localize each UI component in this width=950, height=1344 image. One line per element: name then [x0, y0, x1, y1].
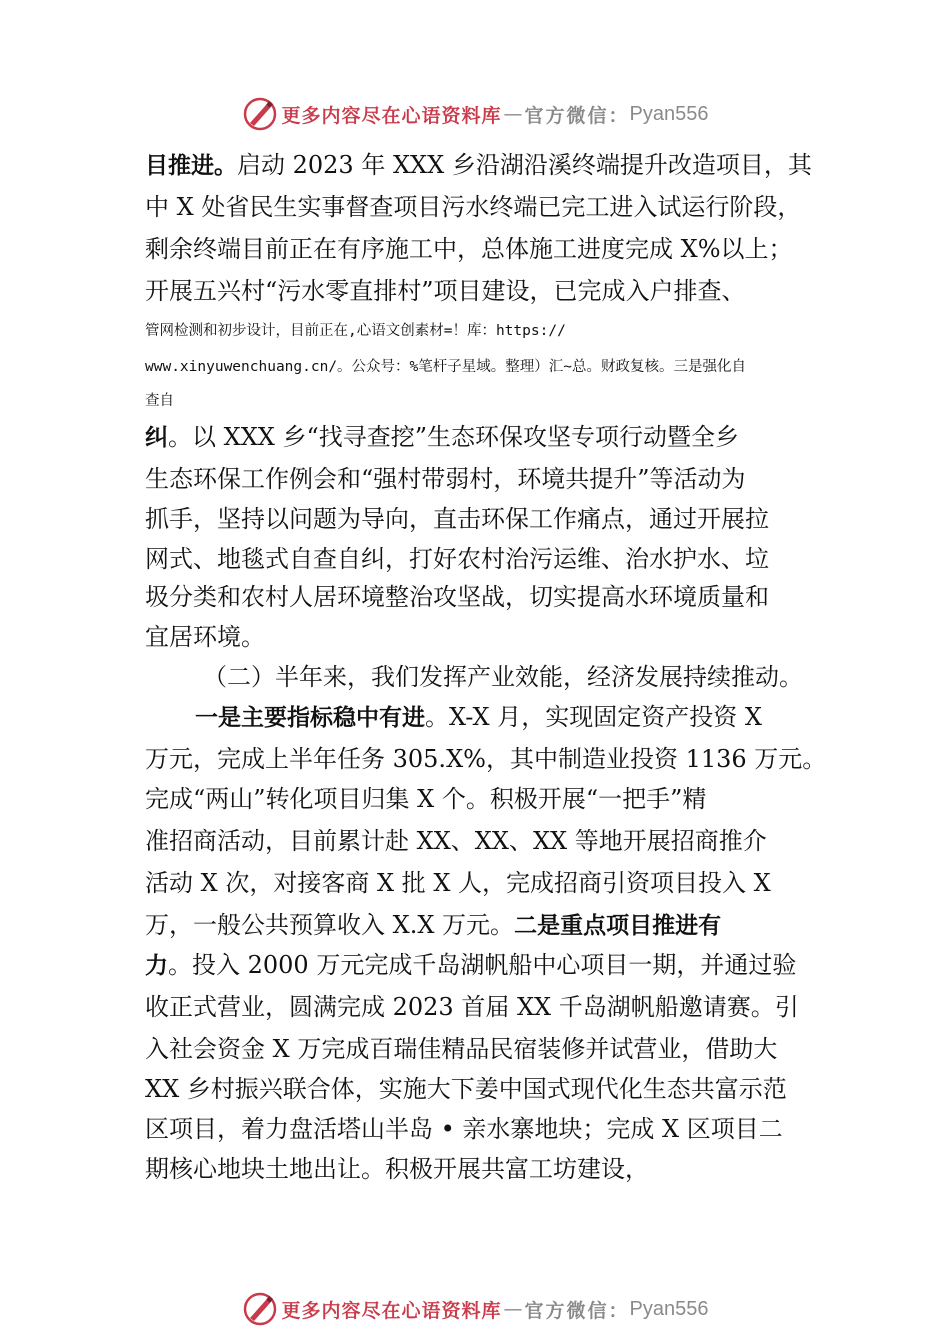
watermark-title: 更多内容尽在心语资料库 — [281, 104, 502, 127]
small-text-line: 查自 — [145, 393, 174, 409]
text-line: XX 乡村振兴联合体，实施大下姜中国式现代化生态共富示范 — [145, 1075, 787, 1103]
pen-logo-icon — [242, 96, 278, 132]
small-text-line: www.xinyuwenchuang.cn/。公众号：%笔杆子星域。整理）汇~总。财政复核。三是强化自 — [145, 359, 747, 375]
line-text: 。以 XXX 乡“找寻查挖”生态环保攻坚专项行动暨全乡 — [168, 423, 740, 451]
text-line: 收正式营业，圆满完成 2023 首届 XX 千岛湖帆船邀请赛。引 — [145, 993, 799, 1021]
watermark-title: 更多内容尽在心语资料库 — [281, 1299, 502, 1322]
text-line — [145, 905, 721, 945]
text-line — [195, 697, 762, 737]
text-line: 万元，完成上半年任务 305.X%，其中制造业投资 1136 万元。 — [145, 745, 827, 773]
watermark-subtitle: 官方微信： — [524, 1299, 630, 1322]
text-line: 完成“两山”转化项目归集 X 个。积极开展“一把手”精 — [145, 785, 707, 813]
text-line: 活动 X 次，对接客商 X 批 X 人，完成招商引资项目投入 X — [145, 869, 771, 897]
text-line: 抓手，坚持以问题为导向，直击环保工作痛点，通过开展拉 — [145, 505, 769, 533]
text-line — [145, 945, 796, 985]
watermark-dash: — — [503, 103, 523, 125]
bold-heading: 二是重点项目推进有 — [514, 913, 722, 939]
line-text: 启动 2023 年 XXX 乡沿湖沿溪终端提升改造项目，其 — [237, 151, 812, 179]
text-line: 期核心地块土地出让。积极开展共富工坊建设， — [145, 1155, 649, 1183]
text-line: 生态环保工作例会和“强村带弱村，环境共提升”等活动为 — [145, 465, 746, 493]
text-line: 圾分类和农村人居环境整治攻坚战，切实提高水环境质量和 — [145, 583, 769, 611]
text-line: 区项目，着力盘活塔山半岛 • 亲水寨地块；完成 X 区项目二 — [145, 1115, 783, 1143]
text-line: 入社会资金 X 万完成百瑞佳精品民宿装修并试营业，借助大 — [145, 1035, 778, 1063]
watermark-id: Pyan556 — [629, 102, 709, 125]
text-line: 宜居环境。 — [145, 623, 265, 651]
text-line: 剩余终端目前正在有序施工中，总体施工进度完成 X%以上； — [145, 235, 793, 263]
text-line — [145, 417, 739, 457]
text-line: 开展五兴村“污水零直排村”项目建设，已完成入户排查、 — [145, 277, 746, 305]
line-text: 。投入 2000 万元完成千岛湖帆船中心项目一期，并通过验 — [168, 951, 797, 979]
watermark-banner-bottom — [0, 1287, 950, 1331]
text-line: 中 X 处省民生实事督查项目污水终端已完工进入试运行阶段， — [145, 193, 802, 221]
bold-heading: 目推进。 — [145, 153, 237, 179]
watermark-subtitle: 官方微信： — [524, 104, 630, 127]
watermark-banner-top — [0, 92, 950, 136]
small-text-line: 管网检测和初步设计，目前正在,心语文创素材=！库：https:// — [145, 323, 566, 339]
bold-heading: 力 — [145, 953, 168, 979]
watermark-dash: — — [503, 1298, 523, 1320]
bold-heading: 一是主要指标稳中有进 — [195, 705, 425, 731]
line-text: 万，一般公共预算收入 X.X 万元。 — [145, 911, 515, 939]
text-line: 网式、地毯式自查自纠，打好农村治污运维、治水护水、垃 — [145, 545, 769, 573]
bold-heading: 纠 — [145, 425, 168, 451]
pen-logo-icon — [242, 1291, 278, 1327]
watermark-id: Pyan556 — [629, 1297, 709, 1320]
section-heading: （二）半年来，我们发挥产业效能，经济发展持续推动。 — [203, 663, 803, 691]
text-line — [145, 145, 812, 185]
text-line: 准招商活动，目前累计赴 XX、XX、XX 等地开展招商推介 — [145, 827, 767, 855]
line-text: 。X-X 月，实现固定资产投资 X — [425, 703, 762, 731]
